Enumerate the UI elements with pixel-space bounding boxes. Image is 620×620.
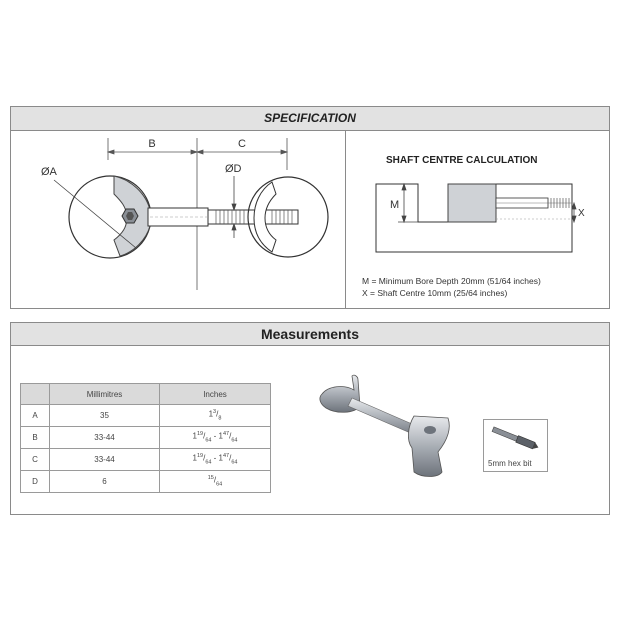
- row-inches: $^{15}/_{64}$: [160, 471, 271, 493]
- connector-product-image: [318, 372, 468, 484]
- row-label: D: [21, 471, 50, 493]
- hex-bit-icon: [487, 424, 545, 454]
- row-inches: $1^3/_8$: [160, 405, 271, 427]
- measurements-table: [20, 383, 271, 493]
- hex-bit-label: 5mm hex bit: [488, 459, 532, 468]
- label-c: C: [238, 138, 246, 150]
- row-mm: 33-44: [50, 427, 160, 449]
- label-d: ØD: [225, 163, 242, 175]
- shaft-centre-title: SHAFT CENTRE CALCULATION: [386, 155, 538, 166]
- label-a: ØA: [41, 166, 57, 178]
- table-row: [21, 471, 271, 493]
- right-barrel-disc: [248, 177, 328, 257]
- table-row: [21, 427, 271, 449]
- measurements-title: Measurements: [11, 323, 609, 346]
- note-m: M = Minimum Bore Depth 20mm (51/64 inches): [362, 276, 541, 286]
- row-inches: $1^{19}/_{64} - 1^{47}/_{64}$: [160, 449, 271, 471]
- row-mm: 35: [50, 405, 160, 427]
- table-header-inches: Inches: [160, 384, 271, 405]
- left-cam-disc: [69, 176, 151, 258]
- row-label: C: [21, 449, 50, 471]
- row-mm: 6: [50, 471, 160, 493]
- row-inches: $1^{19}/_{64} - 1^{47}/_{64}$: [160, 427, 271, 449]
- x-label: X: [578, 208, 585, 219]
- panel-divider: [345, 130, 346, 308]
- m-label: M: [390, 199, 400, 211]
- label-b: B: [148, 138, 156, 150]
- table-row: [21, 449, 271, 471]
- row-label: A: [21, 405, 50, 427]
- table-row: [21, 405, 271, 427]
- x-dimension: [572, 203, 576, 222]
- hex-socket-icon: [122, 209, 138, 223]
- connector-dimension-diagram: [10, 130, 340, 308]
- specification-title: SPECIFICATION: [11, 107, 609, 131]
- row-mm: 33-44: [50, 449, 160, 471]
- barrel-nut: [408, 416, 449, 477]
- table-header-mm: Millimitres: [50, 384, 160, 405]
- shaft-centre-diagram: [360, 178, 600, 258]
- row-label: B: [21, 427, 50, 449]
- table-header-row: [21, 384, 271, 405]
- note-x: X = Shaft Centre 10mm (25/64 inches): [362, 288, 508, 298]
- diameter-d-indicator: [232, 176, 236, 238]
- table-header-blank: [21, 384, 50, 405]
